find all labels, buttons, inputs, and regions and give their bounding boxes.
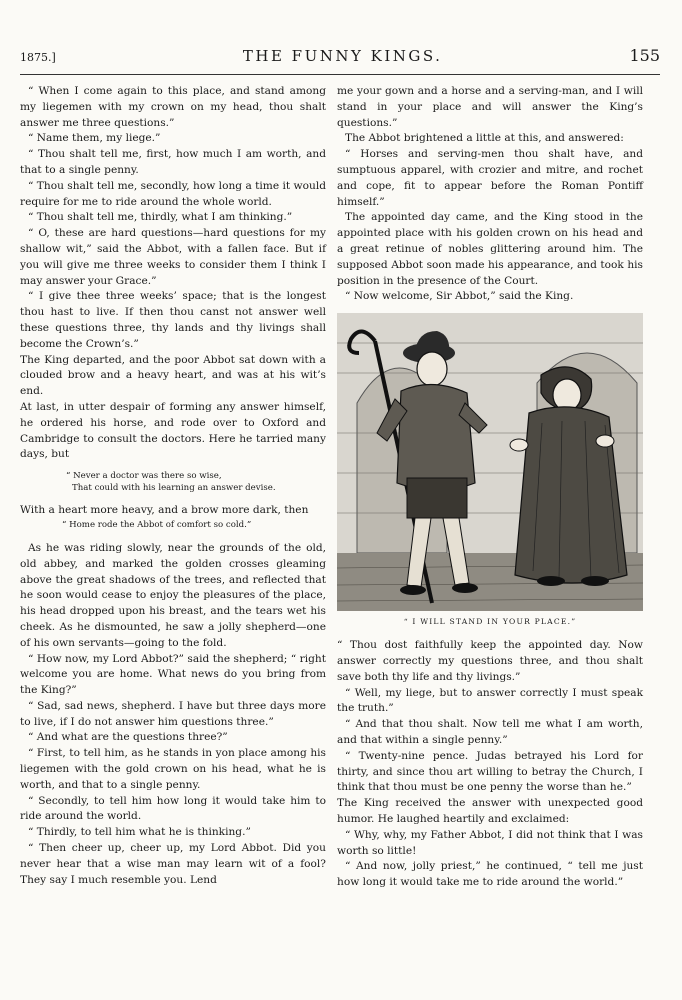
illustration-caption: “ I WILL STAND IN YOUR PLACE.” <box>403 617 577 627</box>
paragraph: “ Horses and serving-men thou shalt have, and sumptuous apparel, with crozier and mitre, and rochet and cope, fit to appear before the Roman Pontiff himself.” <box>337 148 643 208</box>
paragraph: “ O, these are hard questions—hard questions for my shallow wit,” said the Abbot, with a fallen face. But if you will give me three weeks to consider them I think I may answer your Grace.” <box>20 227 326 287</box>
paragraph: At last, in utter despair of forming any answer himself, he ordered his horse, and rode over to Oxford and Cambridge to consult the doctors. Here he tarried many days, but <box>20 400 326 461</box>
paragraph: The Abbot brightened a little at this, and answered: <box>345 132 624 145</box>
paragraph: “ When I come again to this place, and stand among my liegemen with my crown on my head, thou shalt answer me three questions.” <box>20 85 326 129</box>
verse-line: “ Never a doctor was there so wise, <box>66 471 222 482</box>
paragraph: “ Name them, my liege.” <box>28 132 161 145</box>
paragraph: The King received the answer with unexpected good humor. He laughed heartily and exclaimed: <box>337 797 643 825</box>
paragraph: “ Sad, sad news, shepherd. I have but three days more to live, if I do not answer him questions three.” <box>20 699 326 728</box>
paragraph: The appointed day came, and the King stood in the appointed place with his golden crown on his head and a great retinue of nobles glittering around him. The supposed Abbot soon made his appearance, and took his position in the presence of the Court. <box>337 211 643 287</box>
illustration-shepherd-and-abbot <box>337 313 643 611</box>
paragraph: With a heart more heavy, and a brow more dark, then <box>20 504 309 517</box>
verse-quote <box>66 470 326 494</box>
verse-line: That could with his learning an answer devise. <box>72 483 276 494</box>
paragraph: As he was riding slowly, near the grounds of the old, old abbey, and marked the golden crosses gleaming above the great shadows of the trees, and reflected that he soon would cease to enjoy the pleasures of the place, his head dropped upon his breast, and the tears wet his cheek. As he dismounted, he saw a jolly shepherd—one of his own servants—going to the fold. <box>20 541 326 649</box>
page-number: 155 <box>629 46 660 65</box>
paragraph: “ First, to tell him, as he stands in yon place among his liegemen with the gold crown on his head, what he is worth, and that to a single penny. <box>20 747 326 791</box>
header-year: 1875.] <box>20 51 56 64</box>
right-column <box>337 84 643 891</box>
paragraph: “ Then cheer up, cheer up, my Lord Abbot. Did you never hear that a wise man may learn wit of a fool? They say I much resemble you. Lend <box>20 842 326 886</box>
paragraph: “ Well, my liege, but to answer correctly I must speak the truth.” <box>337 686 643 715</box>
paragraph: “ And that thou shalt. Now tell me what I am worth, and that within a single penny.” <box>337 718 643 746</box>
paragraph: “ I give thee three weeks’ space; that is the longest thou hast to live. If then thou canst not answer well these questions three, thy lands and thy livings shall become the Crown’s.” <box>20 290 326 350</box>
paragraph: “ Secondly, to tell him how long it would take him to ride around the world. <box>20 794 326 823</box>
paragraph: “ Thirdly, to tell him what he is thinking.” <box>28 826 251 839</box>
verse-quote: “ Home rode the Abbot of comfort so cold.” <box>62 519 252 530</box>
paragraph: “ Why, why, my Father Abbot, I did not think that I was worth so little! <box>337 828 643 857</box>
paragraph: me your gown and a horse and a serving-man, and I will stand in your place and will answer the King’s questions.” <box>337 85 643 129</box>
paragraph: The King departed, and the poor Abbot sat down with a clouded brow and a heavy heart, and was at his wit’s end. <box>20 353 326 398</box>
paragraph: “ Thou shalt tell me, thirdly, what I am thinking.” <box>28 211 293 224</box>
paragraph: “ Thou shalt tell me, first, how much I am worth, and that to a single penny. <box>20 148 326 176</box>
paragraph: “ And what are the questions three?” <box>28 731 228 744</box>
paragraph: “ And now, jolly priest,” he continued, “ tell me just how long it would take me to ride around the world.” <box>337 860 643 889</box>
paragraph: “ How now, my Lord Abbot?” said the shepherd; “ right welcome you are home. What news do you bring from the King?” <box>20 652 326 697</box>
paragraph: “ Now welcome, Sir Abbot,” said the King. <box>345 290 574 303</box>
header-title: THE FUNNY KINGS. <box>242 47 443 65</box>
engraving-image <box>337 313 643 611</box>
paragraph: “ Twenty-nine pence. Judas betrayed his Lord for thirty, and since thou art willing to betray the Church, I think that thou must be one penny the worse than he.” <box>337 749 643 794</box>
left-column <box>20 84 326 888</box>
running-header <box>20 46 660 75</box>
paragraph: “ Thou dost faithfully keep the appointed day. Now answer correctly my questions three, and thou shalt save both thy life and thy livings.” <box>337 639 643 683</box>
paragraph: “ Thou shalt tell me, secondly, how long a time it would require for me to ride around the whole world. <box>20 179 326 208</box>
